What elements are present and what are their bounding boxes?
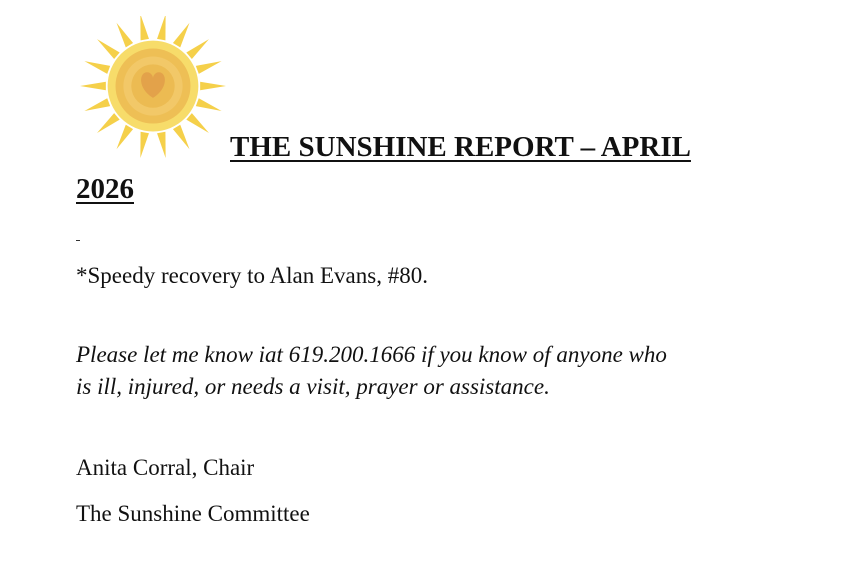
- stray-mark: [76, 240, 80, 241]
- sun-ray: [157, 16, 166, 40]
- sun-ray: [116, 23, 133, 48]
- sun-ray: [84, 61, 110, 74]
- sun-ray: [80, 82, 106, 90]
- report-title-line1: THE SUNSHINE REPORT – APRIL: [230, 131, 691, 163]
- signature-name: Anita Corral, Chair: [76, 455, 255, 480]
- sun-ray: [84, 98, 110, 111]
- recovery-note: *Speedy recovery to Alan Evans, #80.: [76, 263, 428, 288]
- sun-ray: [173, 23, 190, 48]
- report-title: [76, 126, 796, 210]
- request-note: Please let me know iat 619.200.1666 if you know of anyone who is ill, injured, or needs a visit, prayer or assistance.: [76, 342, 667, 399]
- sun-ray: [140, 16, 149, 40]
- sun-ray: [196, 98, 222, 111]
- signature-committee: The Sunshine Committee: [76, 501, 310, 526]
- report-title-line2: 2026: [76, 173, 134, 205]
- sun-ray: [97, 39, 120, 59]
- sun-ray: [200, 82, 226, 90]
- sun-ray: [196, 61, 222, 74]
- sun-ray: [186, 39, 209, 59]
